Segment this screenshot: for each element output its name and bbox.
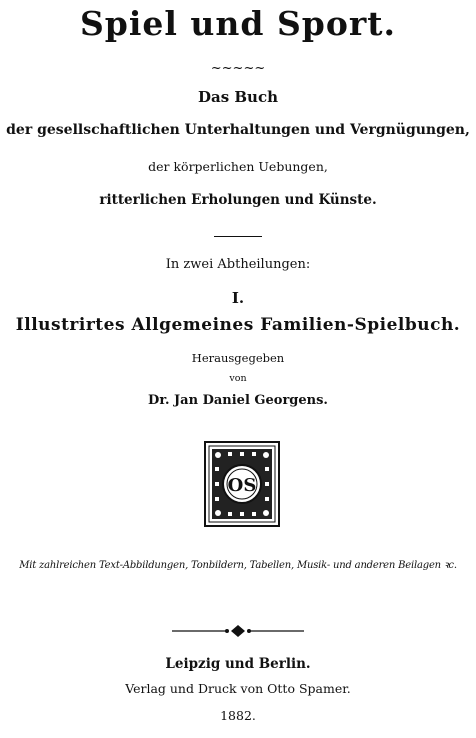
publisher-line: Verlag und Druck von Otto Spamer. <box>125 681 351 696</box>
subtitle-book: Das Buch <box>197 88 279 106</box>
subtitle-recreations: ritterlichen Erholungen und Künste. <box>99 192 377 208</box>
subtitle-entertainments: der gesellschaftlichen Unterhaltungen und Vergnügungen, <box>6 122 470 138</box>
illustrations-note: Mit zahlreichen Text-Abbildungen, Tonbildern, Tabellen, Musik- und anderen Beilagen ꝛc. <box>19 560 457 571</box>
book-title: Spiel und Sport. <box>79 4 397 43</box>
ornamental-divider-icon <box>170 624 306 638</box>
publication-year: 1882. <box>220 708 256 723</box>
subtitle-exercises: der körperlichen Uebungen, <box>148 159 328 174</box>
emblem-monogram: OS <box>227 475 257 496</box>
editor-von: von <box>229 373 247 384</box>
part-number: I. <box>231 289 245 307</box>
editor-intro: Herausgegeben <box>191 351 285 365</box>
publication-place: Leipzig und Berlin. <box>165 656 311 672</box>
editor-name: Dr. Jan Daniel Georgens. <box>148 393 328 408</box>
divider-rule <box>214 236 262 237</box>
parts-line: In zwei Abtheilungen: <box>165 257 311 272</box>
publisher-emblem-icon <box>204 441 280 527</box>
part-title: Illustrirtes Allgemeines Familien-Spielbuch. <box>15 315 461 335</box>
title-ornament-tilde: ~~~~~ <box>210 61 266 76</box>
